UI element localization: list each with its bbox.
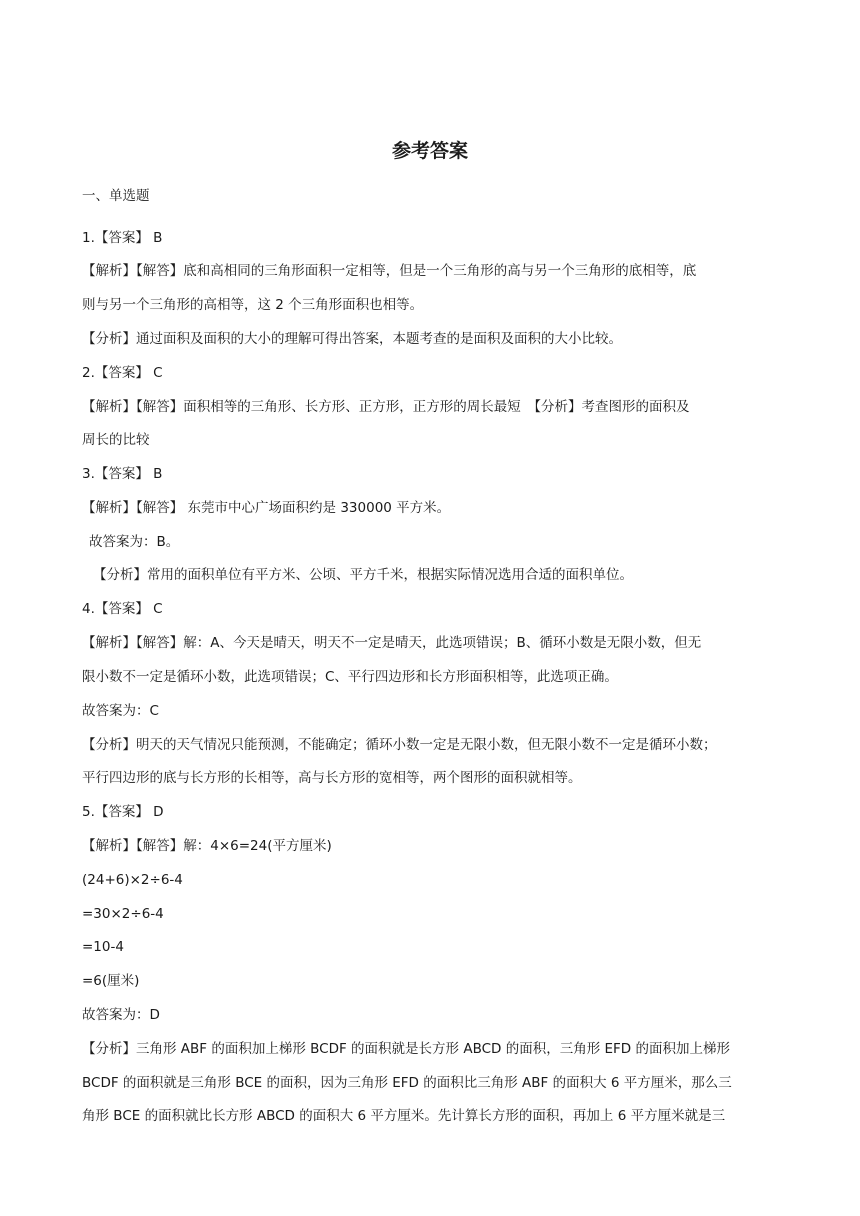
- q4-analysis-line1: 【分析】明天的天气情况只能预测，不能确定；循环小数一定是无限小数，但无限小数不一定是循环小数；: [82, 737, 717, 753]
- q5-calc-step4: =6(厘米): [82, 973, 140, 989]
- q5-analysis-line3: 角形 BCE 的面积就比长方形 ABCD 的面积大 6 平方厘米。先计算长方形的面积，再加上 6 平方厘米就是三: [82, 1108, 726, 1124]
- q3-analysis: 【分析】常用的面积单位有平方米、公顷、平方千米，根据实际情况选用合适的面积单位。: [93, 567, 633, 583]
- q4-conclusion: 故答案为：C: [82, 703, 159, 719]
- q5-analysis-line2: BCDF 的面积就是三角形 BCE 的面积，因为三角形 EFD 的面积比三角形 ABF 的面积大 6 平方厘米，那么三: [82, 1075, 732, 1091]
- q2-explanation-line2: 周长的比较: [82, 432, 150, 448]
- q4-explanation-line2: 限小数不一定是循环小数，此选项错误；C、平行四边形和长方形面积相等，此选项正确。: [82, 669, 618, 685]
- q4-answer: 4.【答案】 C: [82, 601, 163, 617]
- q3-answer: 3.【答案】 B: [82, 466, 163, 482]
- q1-explanation-line2: 则与另一个三角形的高相等，这 2 个三角形面积也相等。: [82, 297, 424, 313]
- q1-analysis: 【分析】通过面积及面积的大小的理解可得出答案，本题考查的是面积及面积的大小比较。: [82, 331, 622, 347]
- q5-answer: 5.【答案】 D: [82, 804, 164, 820]
- q5-calc-step2: =30×2÷6-4: [82, 906, 164, 922]
- q5-conclusion: 故答案为：D: [82, 1007, 160, 1023]
- section-heading: 一、单选题: [82, 188, 150, 204]
- q4-explanation-line1: 【解析】【解答】解：A、今天是晴天，明天不一定是晴天，此选项错误；B、循环小数是无限小数，但无: [82, 635, 702, 651]
- q5-calc-step3: =10-4: [82, 939, 124, 955]
- q2-explanation-line1: 【解析】【解答】面积相等的三角形、长方形、正方形，正方形的周长最短 【分析】考查图形的面积及: [82, 399, 690, 415]
- q5-calc-step1: (24+6)×2÷6-4: [82, 872, 183, 888]
- q4-analysis-line2: 平行四边形的底与长方形的长相等，高与长方形的宽相等，两个图形的面积就相等。: [82, 770, 582, 786]
- q3-conclusion: 故答案为：B。: [89, 534, 180, 550]
- q5-analysis-line1: 【分析】三角形 ABF 的面积加上梯形 BCDF 的面积就是长方形 ABCD 的面积，三角形 EFD 的面积加上梯形: [82, 1041, 730, 1057]
- page-title: 参考答案: [391, 140, 468, 162]
- q2-answer: 2.【答案】 C: [82, 365, 163, 381]
- q3-explanation: 【解析】【解答】 东莞市中心广场面积约是 330000 平方米。: [82, 500, 451, 516]
- q5-explanation: 【解析】【解答】解：4×6=24(平方厘米): [82, 838, 332, 854]
- q1-explanation-line1: 【解析】【解答】底和高相同的三角形面积一定相等，但是一个三角形的高与另一个三角形的底相等，底: [82, 263, 697, 279]
- q1-answer: 1.【答案】 B: [82, 230, 163, 246]
